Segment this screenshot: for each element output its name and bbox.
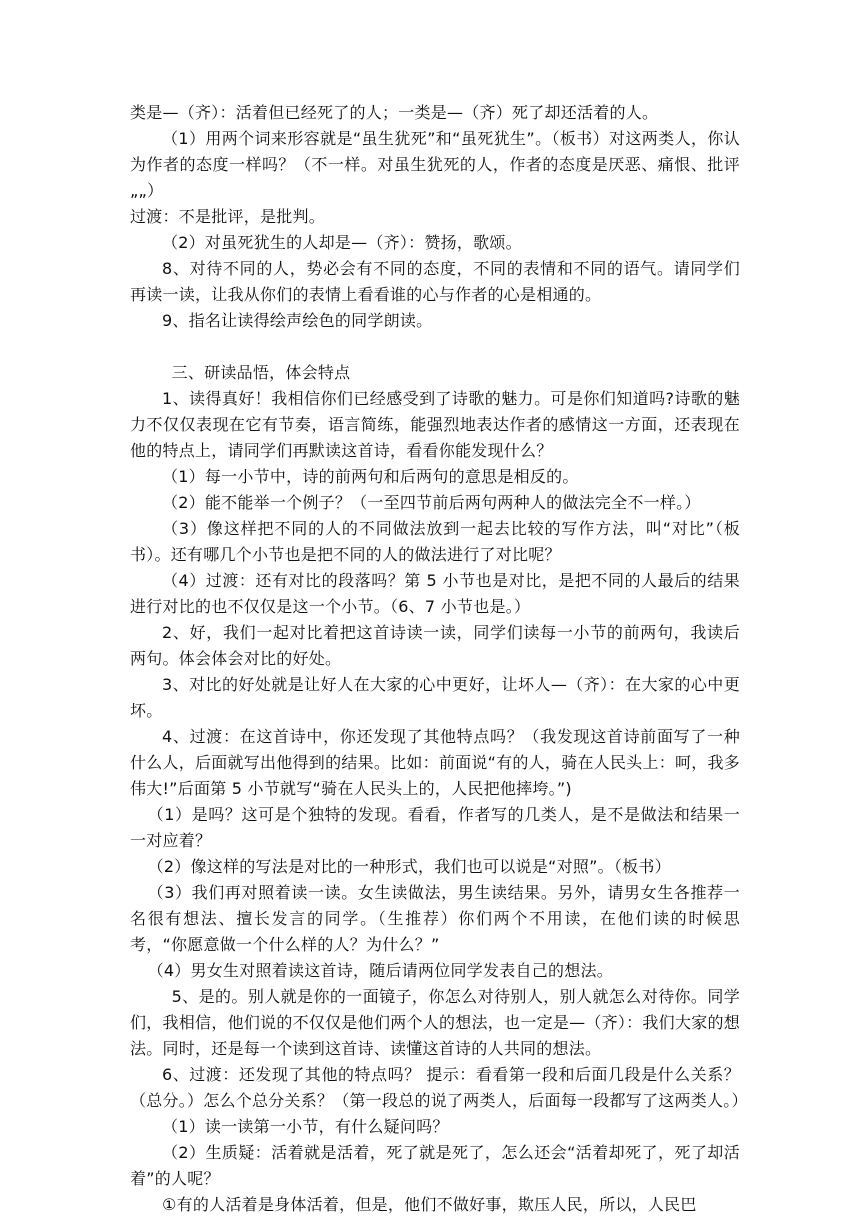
paragraph: （2）对虽死犹生的人却是—（齐）：赞扬，歌颂。 [162,233,522,252]
paragraph: 6、过渡：还发现了其他的特点吗？ 提示：看看第一段和后面几段是什么关系？（总分。）怎么个总分关系？（第一段总的说了两类人，后面每一段都写了这两类人。） [130,1065,748,1110]
paragraph: （1）每一小节中，诗的前两句和后两句的意思是相反的。 [162,467,579,486]
paragraph: （3）像这样把不同的人的不同做法放到一起去比较的写作方法，叫“对比”（板书）。还有哪几个小节也是把不同的人的做法进行了对比呢？ [130,519,740,564]
paragraph: （1）用两个词来形容就是“虽生犹死”和“虽死犹生”。（板书）对这两类人，你认为作者的态度一样吗？（不一样。对虽生犹死的人，作者的态度是厌恶、痛恨、批评„„） [130,129,740,200]
paragraph-gap [130,334,740,360]
paragraph: （3）我们再对照着读一读。女生读做法，男生读结果。另外，请男女生各推荐一名很有想法、擅长发言的同学。（生推荐）你们两个不用读，在他们读的时候思考，“你愿意做一个什么样的人？为什么？” [130,883,740,954]
paragraph: （4）过渡：还有对比的段落吗？第 5 小节也是对比，是把不同的人最后的结果进行对比的也不仅仅是这一个小节。（6、7 小节也是。） [130,571,740,616]
paragraph: （1）读一读第一小节，有什么疑问吗？ [162,1117,449,1136]
paragraph: （2）能不能举一个例子？（一至四节前后两句两种人的做法完全不一样。） [162,493,701,512]
paragraph: ①有的人活着是身体活着，但是，他们不做好事，欺压人民，所以，人民巴 [162,1195,697,1214]
paragraph: （2）生质疑：活着就是活着，死了就是死了，怎么还会“活着却死了，死了却活着”的人呢？ [130,1143,740,1188]
paragraph: 4、过渡：在这首诗中，你还发现了其他特点吗？（我发现这首诗前面写了一种什么人，后面就写出他得到的结果。比如：前面说“有的人，骑在人民头上：呵，我多伟大!”后面第 5 小节就写“骑在人民头上的，人民把他摔垮。”) [130,727,740,798]
paragraph: 2、好，我们一起对比着把这首诗读一读，同学们读每一小节的前两句，我读后两句。体会体会对比的好处。 [130,623,740,668]
paragraph: 9、指名让读得绘声绘色的同学朗读。 [162,311,433,330]
paragraph: 三、研读品悟，体会特点 [171,363,351,382]
paragraph: 1、读得真好！我相信你们已经感受到了诗歌的魅力。可是你们知道吗?诗歌的魅力不仅仅表现在它有节奏，语言简练，能强烈地表达作者的感情这一方面，还表现在他的特点上，请同学们再默读这首诗，看看你能发现什么？ [130,389,740,460]
paragraph: 8、对待不同的人，势必会有不同的态度，不同的表情和不同的语气。请同学们再读一读，让我从你们的表情上看看谁的心与作者的心是相通的。 [130,259,740,304]
paragraph: （2）像这样的写法是对比的一种形式，我们也可以说是“对照”。（板书） [147,857,671,876]
paragraph: （1）是吗？这可是个独特的发现。看看，作者写的几类人，是不是做法和结果一一对应着？ [130,805,740,850]
paragraph: 类是—（齐）：活着但已经死了的人；一类是—（齐）死了却还活着的人。 [130,103,659,122]
paragraph: 3、对比的好处就是让好人在大家的心中更好，让坏人—（齐）：在大家的心中更坏。 [130,675,740,720]
paragraph: 5、是的。别人就是你的一面镜子，你怎么对待别人，别人就怎么对待你。同学们，我相信，他们说的不仅仅是他们两个人的想法，也一定是—（齐）：我们大家的想法。同时，还是每一个读到这首诗、读懂这首诗的人共同的想法。 [130,987,740,1058]
paragraph: 过渡：不是批评，是批判。 [130,207,326,226]
paragraph: （4）男女生对照着读这首诗，随后请两位同学发表自己的想法。 [147,961,614,980]
